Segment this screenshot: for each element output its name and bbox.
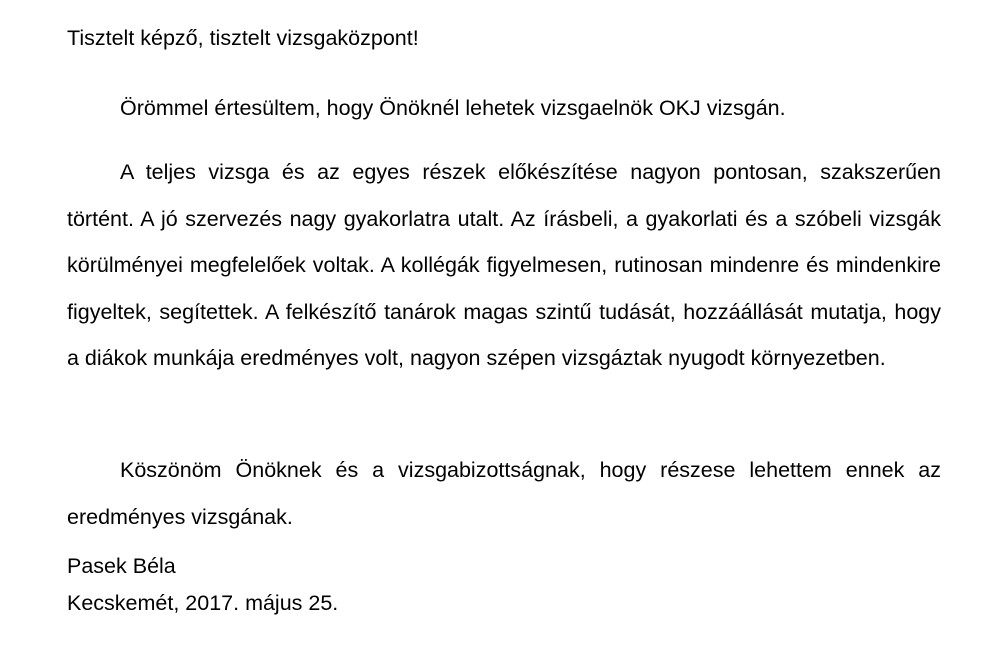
place-date: Kecskemét, 2017. május 25. [67,591,339,615]
paragraph-intro: Örömmel értesültem, hogy Önöknél lehetek vizsgaelnök OKJ vizsgán. [120,96,786,120]
paragraph-thanks: Köszönöm Önöknek és a vizsgabizottságnak, hogy részese lehettem ennek az eredményes vizsgának. [67,458,941,529]
salutation: Tisztelt képző, tisztelt vizsgaközpont! [67,26,419,50]
signature-name: Pasek Béla [67,554,176,578]
paragraph-exam-evaluation: A teljes vizsga és az egyes részek előkészítése nagyon pontosan, szakszerűen történt. A jó szervezés nagy gyakorlatra utalt. Az írásbeli, a gyakorlati és a szóbeli vizsgák körülményei megfelelőek voltak. A kollégák figyelmesen, rutinosan mindenre és mindenkire figyeltek, segítettek. A felkészítő tanárok magas szintű tudását, hozzáállását mutatja, hogy a diákok munkája eredményes volt, nagyon szépen vizsgáztak nyugodt környezetben. [67,160,941,370]
